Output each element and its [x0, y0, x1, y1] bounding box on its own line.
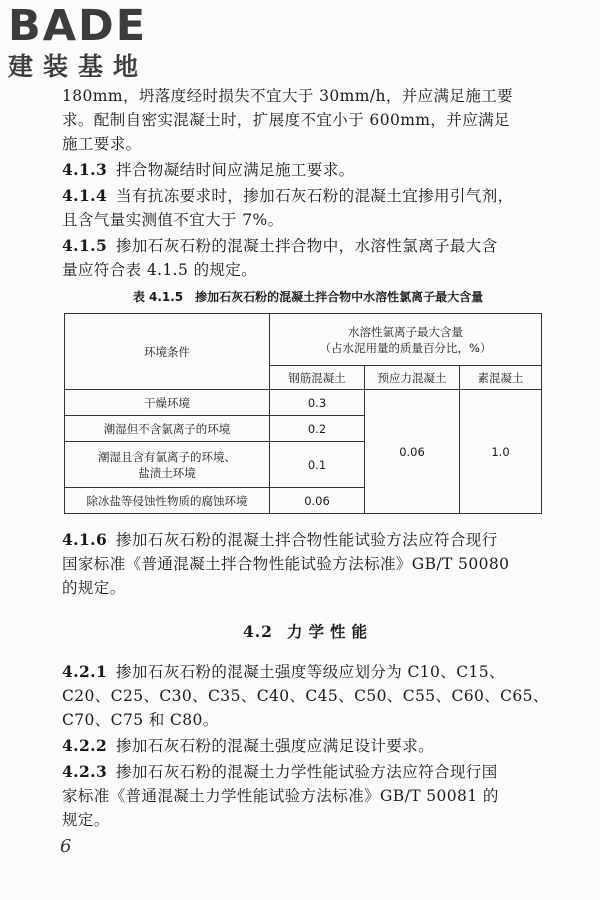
env-cell: 除冰盐等侵蚀性物质的腐蚀环境	[65, 488, 270, 514]
clause-4-2-1	[62, 660, 554, 732]
clause-text: 量应符合表 4.1.5 的规定。	[62, 261, 258, 279]
clause-4-1-3	[62, 158, 554, 182]
logo-subtitle: 建装基地	[8, 52, 149, 81]
clause-number: 4.1.5	[62, 236, 108, 255]
header-line: 水溶性氯离子最大含量	[348, 324, 463, 339]
clause-text: 家标准《普通混凝土力学性能试验方法标准》GB/T 50081 的	[62, 787, 499, 805]
clause-text: 掺加石灰石粉的混凝土力学性能试验方法应符合现行国	[116, 763, 498, 781]
clause-4-1-6	[62, 528, 554, 600]
clause-text: 的规定。	[62, 579, 126, 597]
clause-4-1-4	[62, 184, 554, 232]
value-cell: 0.3	[270, 390, 365, 416]
value-cell-plain: 1.0	[460, 390, 542, 514]
subheader-prestressed: 预应力混凝土	[365, 366, 460, 390]
clause-text: 规定。	[62, 811, 110, 829]
clause-text: 当有抗冻要求时，掺加石灰石粉的混凝土宜掺用引气剂，	[116, 187, 514, 205]
subheader-reinforced: 钢筋混凝土	[270, 366, 365, 390]
clause-4-1-5	[62, 234, 554, 282]
clause-number: 4.2.2	[62, 736, 108, 755]
section-number: 4.2	[243, 622, 273, 641]
value-cell: 0.2	[270, 416, 365, 442]
clause-number: 4.1.6	[62, 530, 108, 549]
clause-text: 掺加石灰石粉的混凝土拌合物性能试验方法应符合现行	[116, 531, 498, 549]
table-caption: 表 4.1.5 掺加石灰石粉的混凝土拌合物中水溶性氯离子最大含量	[132, 290, 484, 304]
document-page	[62, 84, 554, 832]
bade-logo	[8, 1, 149, 82]
header-line: （占水泥用量的质量百分比，%）	[319, 340, 492, 355]
clause-number: 4.1.4	[62, 186, 108, 205]
page-number: 6	[60, 836, 72, 857]
clause-text: C20、C25、C30、C35、C40、C45、C50、C55、C60、C65、	[62, 687, 549, 705]
clause-number: 4.2.3	[62, 762, 108, 781]
text-line: 求。配制自密实混凝土时，扩展度不宜小于 600mm，并应满足	[62, 111, 510, 129]
clause-4-2-3	[62, 760, 554, 832]
clause-text: 掺加石灰石粉的混凝土拌合物中，水溶性氯离子最大含	[116, 237, 498, 255]
clause-text: 且含气量实测值不宜大于 7%。	[62, 211, 284, 229]
paragraph-continued	[62, 84, 554, 156]
env-line: 潮湿且含有氯离子的环境、	[98, 449, 236, 464]
value-cell: 0.1	[270, 442, 365, 488]
text-line: 施工要求。	[62, 135, 142, 153]
section-heading	[62, 620, 554, 642]
value-cell-prestressed: 0.06	[365, 390, 460, 514]
clause-number: 4.2.1	[62, 662, 108, 681]
header-environment: 环境条件	[65, 314, 270, 390]
clause-text: 掺加石灰石粉的混凝土强度等级应划分为 C10、C15、	[116, 663, 505, 681]
chloride-limit-table	[64, 313, 542, 514]
env-cell: 潮湿但不含氯离子的环境	[65, 416, 270, 442]
header-chloride-limit	[270, 314, 542, 366]
clause-text: 掺加石灰石粉的混凝土强度应满足设计要求。	[116, 737, 435, 755]
subheader-plain: 素混凝土	[460, 366, 542, 390]
clause-text: C70、C75 和 C80。	[62, 711, 219, 729]
section-title: 力学性能	[286, 622, 373, 641]
clause-text: 拌合物凝结时间应满足施工要求。	[116, 161, 355, 179]
clause-4-2-2	[62, 734, 554, 758]
text-line: 180mm，坍落度经时损失不宜大于 30mm/h，并应满足施工要	[62, 87, 514, 105]
env-cell	[65, 442, 270, 488]
clause-number: 4.1.3	[62, 160, 108, 179]
clause-text: 国家标准《普通混凝土拌合物性能试验方法标准》GB/T 50080	[62, 555, 510, 573]
logo-wordmark: BADE	[8, 1, 148, 51]
env-cell: 干燥环境	[65, 390, 270, 416]
table-row	[65, 390, 542, 416]
value-cell: 0.06	[270, 488, 365, 514]
env-line: 盐渍土环境	[138, 465, 196, 480]
